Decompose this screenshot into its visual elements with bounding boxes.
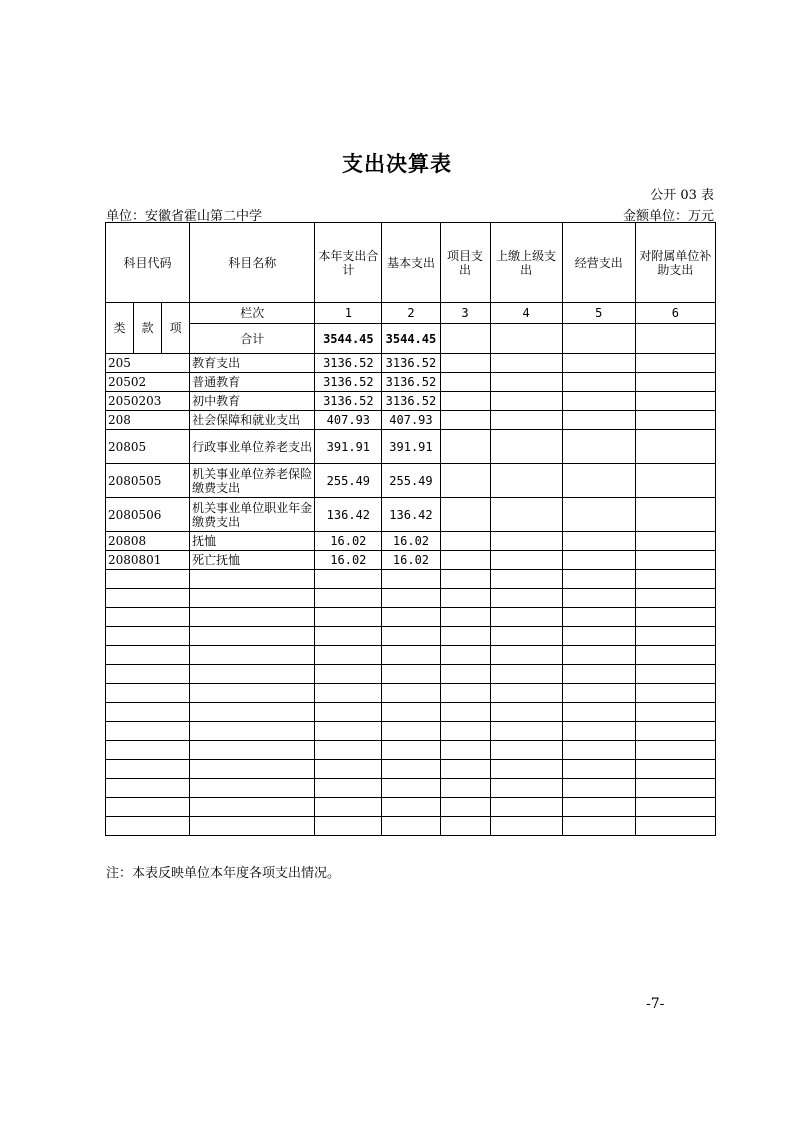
- row-c2: 3136.52: [382, 373, 440, 392]
- empty-row: [106, 684, 716, 703]
- row-c1: 391.91: [315, 430, 382, 464]
- row-name: 行政事业单位养老支出: [190, 430, 315, 464]
- row-name: 机关事业单位养老保险缴费支出: [190, 464, 315, 498]
- header-lanci: 栏次: [190, 303, 315, 324]
- empty-row: [106, 722, 716, 741]
- empty-row: [106, 703, 716, 722]
- total-row: [106, 324, 716, 354]
- header-xiang: 项: [162, 303, 190, 354]
- empty-row: [106, 608, 716, 627]
- row-name: 机关事业单位职业年金缴费支出: [190, 498, 315, 532]
- row-code: 2080505: [106, 464, 190, 498]
- unit-label: 单位：安徽省霍山第二中学: [106, 209, 263, 224]
- row-c1: 16.02: [315, 551, 382, 570]
- row-code: 20805: [106, 430, 190, 464]
- col-num-5: 5: [562, 303, 635, 324]
- row-c2: 16.02: [382, 551, 440, 570]
- table-row: [106, 392, 716, 411]
- row-code: 20808: [106, 532, 190, 551]
- total-label: 合计: [190, 324, 315, 354]
- empty-row: [106, 779, 716, 798]
- row-c2: 3136.52: [382, 354, 440, 373]
- row-code: 2080506: [106, 498, 190, 532]
- row-code: 2050203: [106, 392, 190, 411]
- expenditure-table: [105, 222, 716, 836]
- column-number-row: [106, 303, 716, 324]
- table-row: [106, 430, 716, 464]
- header-c4: 上缴上级支出: [490, 223, 562, 303]
- row-c2: 16.02: [382, 532, 440, 551]
- row-name: 抚恤: [190, 532, 315, 551]
- form-number: 公开 03 表: [650, 188, 714, 203]
- row-c1: 3136.52: [315, 392, 382, 411]
- header-c2: 基本支出: [382, 223, 440, 303]
- table-row: [106, 373, 716, 392]
- row-code: 20502: [106, 373, 190, 392]
- footnote: 注：本表反映单位本年度各项支出情况。: [106, 866, 341, 881]
- header-row: [106, 223, 716, 303]
- empty-row: [106, 589, 716, 608]
- row-c2: 136.42: [382, 498, 440, 532]
- col-num-3: 3: [440, 303, 490, 324]
- row-c1: 255.49: [315, 464, 382, 498]
- header-c5: 经营支出: [562, 223, 635, 303]
- row-name: 初中教育: [190, 392, 315, 411]
- row-c1: 16.02: [315, 532, 382, 551]
- row-c1: 3136.52: [315, 354, 382, 373]
- empty-row: [106, 665, 716, 684]
- header-c3: 项目支出: [440, 223, 490, 303]
- header-c1: 本年支出合计: [315, 223, 382, 303]
- empty-row: [106, 817, 716, 836]
- amount-unit-label: 金额单位：万元: [622, 209, 714, 224]
- header-c6: 对附属单位补助支出: [635, 223, 715, 303]
- total-c1: 3544.45: [315, 324, 382, 354]
- row-c1: 136.42: [315, 498, 382, 532]
- row-code: 2080801: [106, 551, 190, 570]
- row-code: 205: [106, 354, 190, 373]
- header-name: 科目名称: [190, 223, 315, 303]
- row-c2: 391.91: [382, 430, 440, 464]
- table-row: [106, 551, 716, 570]
- col-num-1: 1: [315, 303, 382, 324]
- page-title: 支出决算表: [342, 152, 452, 176]
- empty-row: [106, 570, 716, 589]
- row-c2: 255.49: [382, 464, 440, 498]
- row-name: 普通教育: [190, 373, 315, 392]
- empty-row: [106, 760, 716, 779]
- row-c2: 407.93: [382, 411, 440, 430]
- empty-row: [106, 627, 716, 646]
- table-row: [106, 532, 716, 551]
- row-name: 死亡抚恤: [190, 551, 315, 570]
- row-name: 社会保障和就业支出: [190, 411, 315, 430]
- col-num-2: 2: [382, 303, 440, 324]
- table-row: [106, 464, 716, 498]
- row-code: 208: [106, 411, 190, 430]
- table-row: [106, 354, 716, 373]
- empty-row: [106, 646, 716, 665]
- col-num-6: 6: [635, 303, 715, 324]
- page-number: -7-: [646, 996, 665, 1012]
- header-code: 科目代码: [106, 223, 190, 303]
- row-c1: 407.93: [315, 411, 382, 430]
- table-row: [106, 498, 716, 532]
- row-c2: 3136.52: [382, 392, 440, 411]
- empty-row: [106, 741, 716, 760]
- row-name: 教育支出: [190, 354, 315, 373]
- empty-row: [106, 798, 716, 817]
- table-row: [106, 411, 716, 430]
- header-lei: 类: [106, 303, 134, 354]
- header-kuan: 款: [134, 303, 162, 354]
- col-num-4: 4: [490, 303, 562, 324]
- total-c2: 3544.45: [382, 324, 440, 354]
- row-c1: 3136.52: [315, 373, 382, 392]
